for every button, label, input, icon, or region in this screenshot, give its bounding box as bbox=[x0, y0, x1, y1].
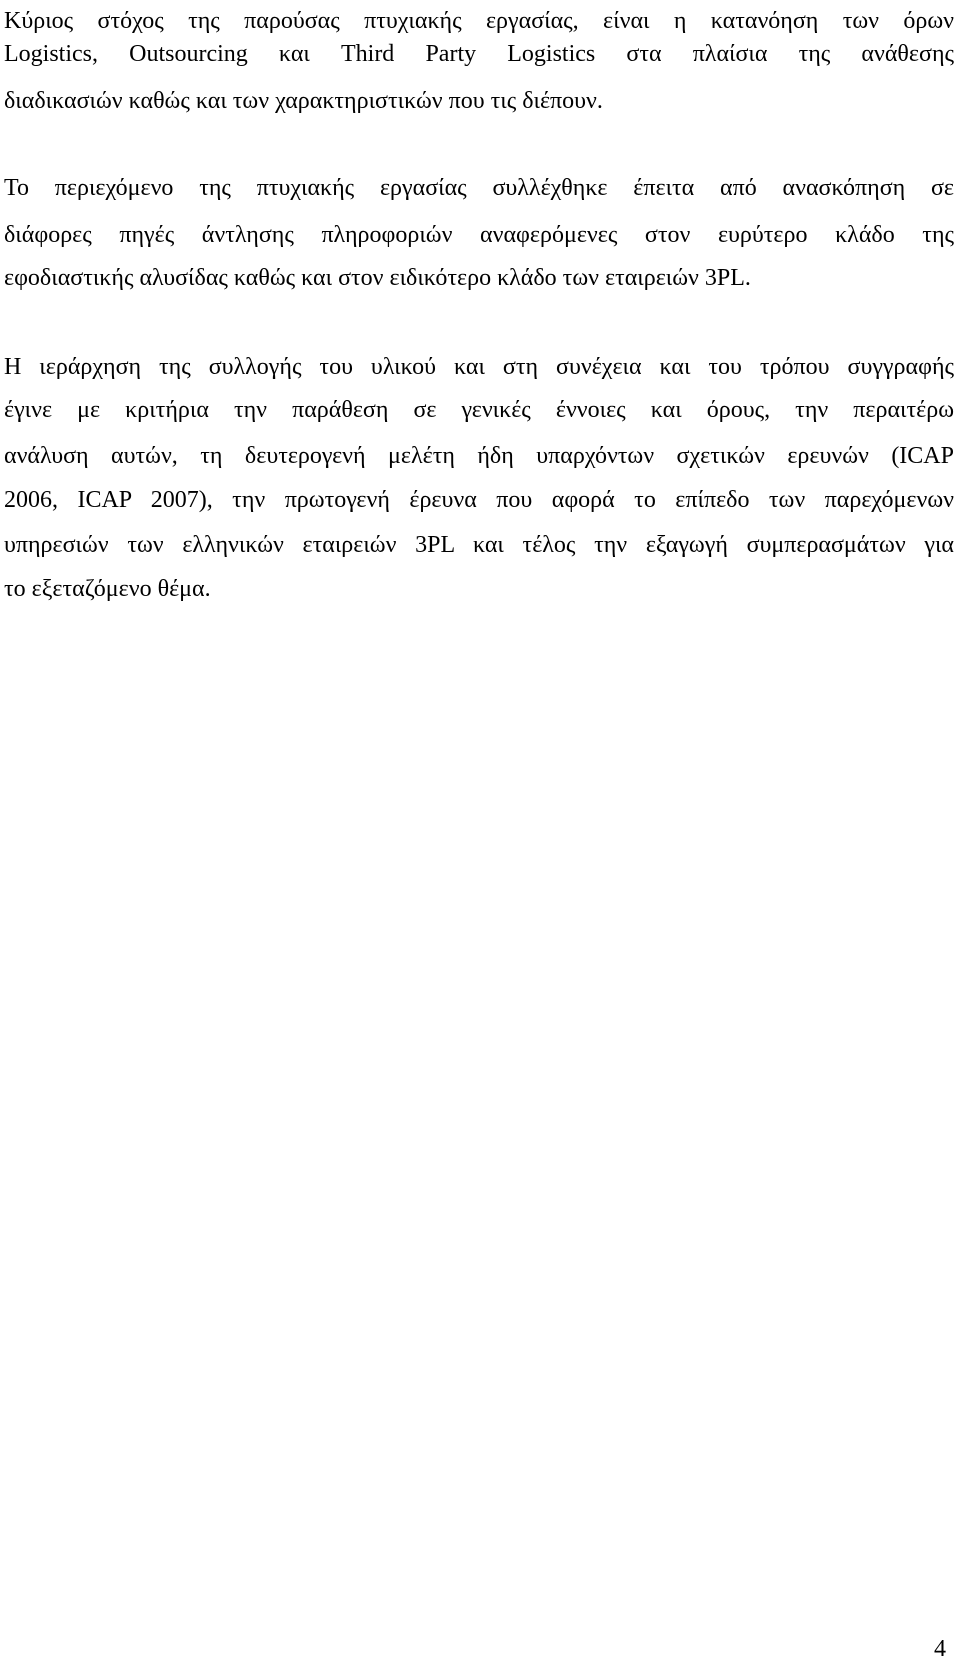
text-line: ανάλυση αυτών, τη δευτερογενή μελέτη ήδη υπαρχόντων σχετικών ερευνών (ICAP bbox=[4, 443, 954, 469]
text-line: Το περιεχόμενο της πτυχιακής εργασίας συλλέχθηκε έπειτα από ανασκόπηση σε bbox=[4, 175, 954, 201]
text-line: διαδικασιών καθώς και των χαρακτηριστικών που τις διέπουν. bbox=[4, 88, 603, 114]
text-line: Η ιεράρχηση της συλλογής του υλικού και στη συνέχεια και του τρόπου συγγραφής bbox=[4, 354, 954, 380]
text-line: διάφορες πηγές άντλησης πληροφοριών αναφερόμενες στον ευρύτερο κλάδο της bbox=[4, 222, 954, 248]
text-line: Κύριος στόχος της παρούσας πτυχιακής εργασίας, είναι η κατανόηση των όρων bbox=[4, 8, 954, 34]
text-line: εφοδιαστικής αλυσίδας καθώς και στον ειδικότερο κλάδο των εταιρειών 3PL. bbox=[4, 265, 751, 291]
page-number: 4 bbox=[934, 1636, 946, 1662]
text-line: υπηρεσιών των ελληνικών εταιρειών 3PL και τέλος την εξαγωγή συμπερασμάτων για bbox=[4, 532, 954, 558]
text-line: 2006, ICAP 2007), την πρωτογενή έρευνα που αφορά το επίπεδο των παρεχόμενων bbox=[4, 487, 954, 513]
text-line: έγινε με κριτήρια την παράθεση σε γενικές έννοιες και όρους, την περαιτέρω bbox=[4, 397, 954, 423]
text-line: Logistics, Outsourcing και Third Party Logistics στα πλαίσια της ανάθεσης bbox=[4, 41, 954, 67]
text-line: το εξεταζόμενο θέμα. bbox=[4, 576, 211, 602]
